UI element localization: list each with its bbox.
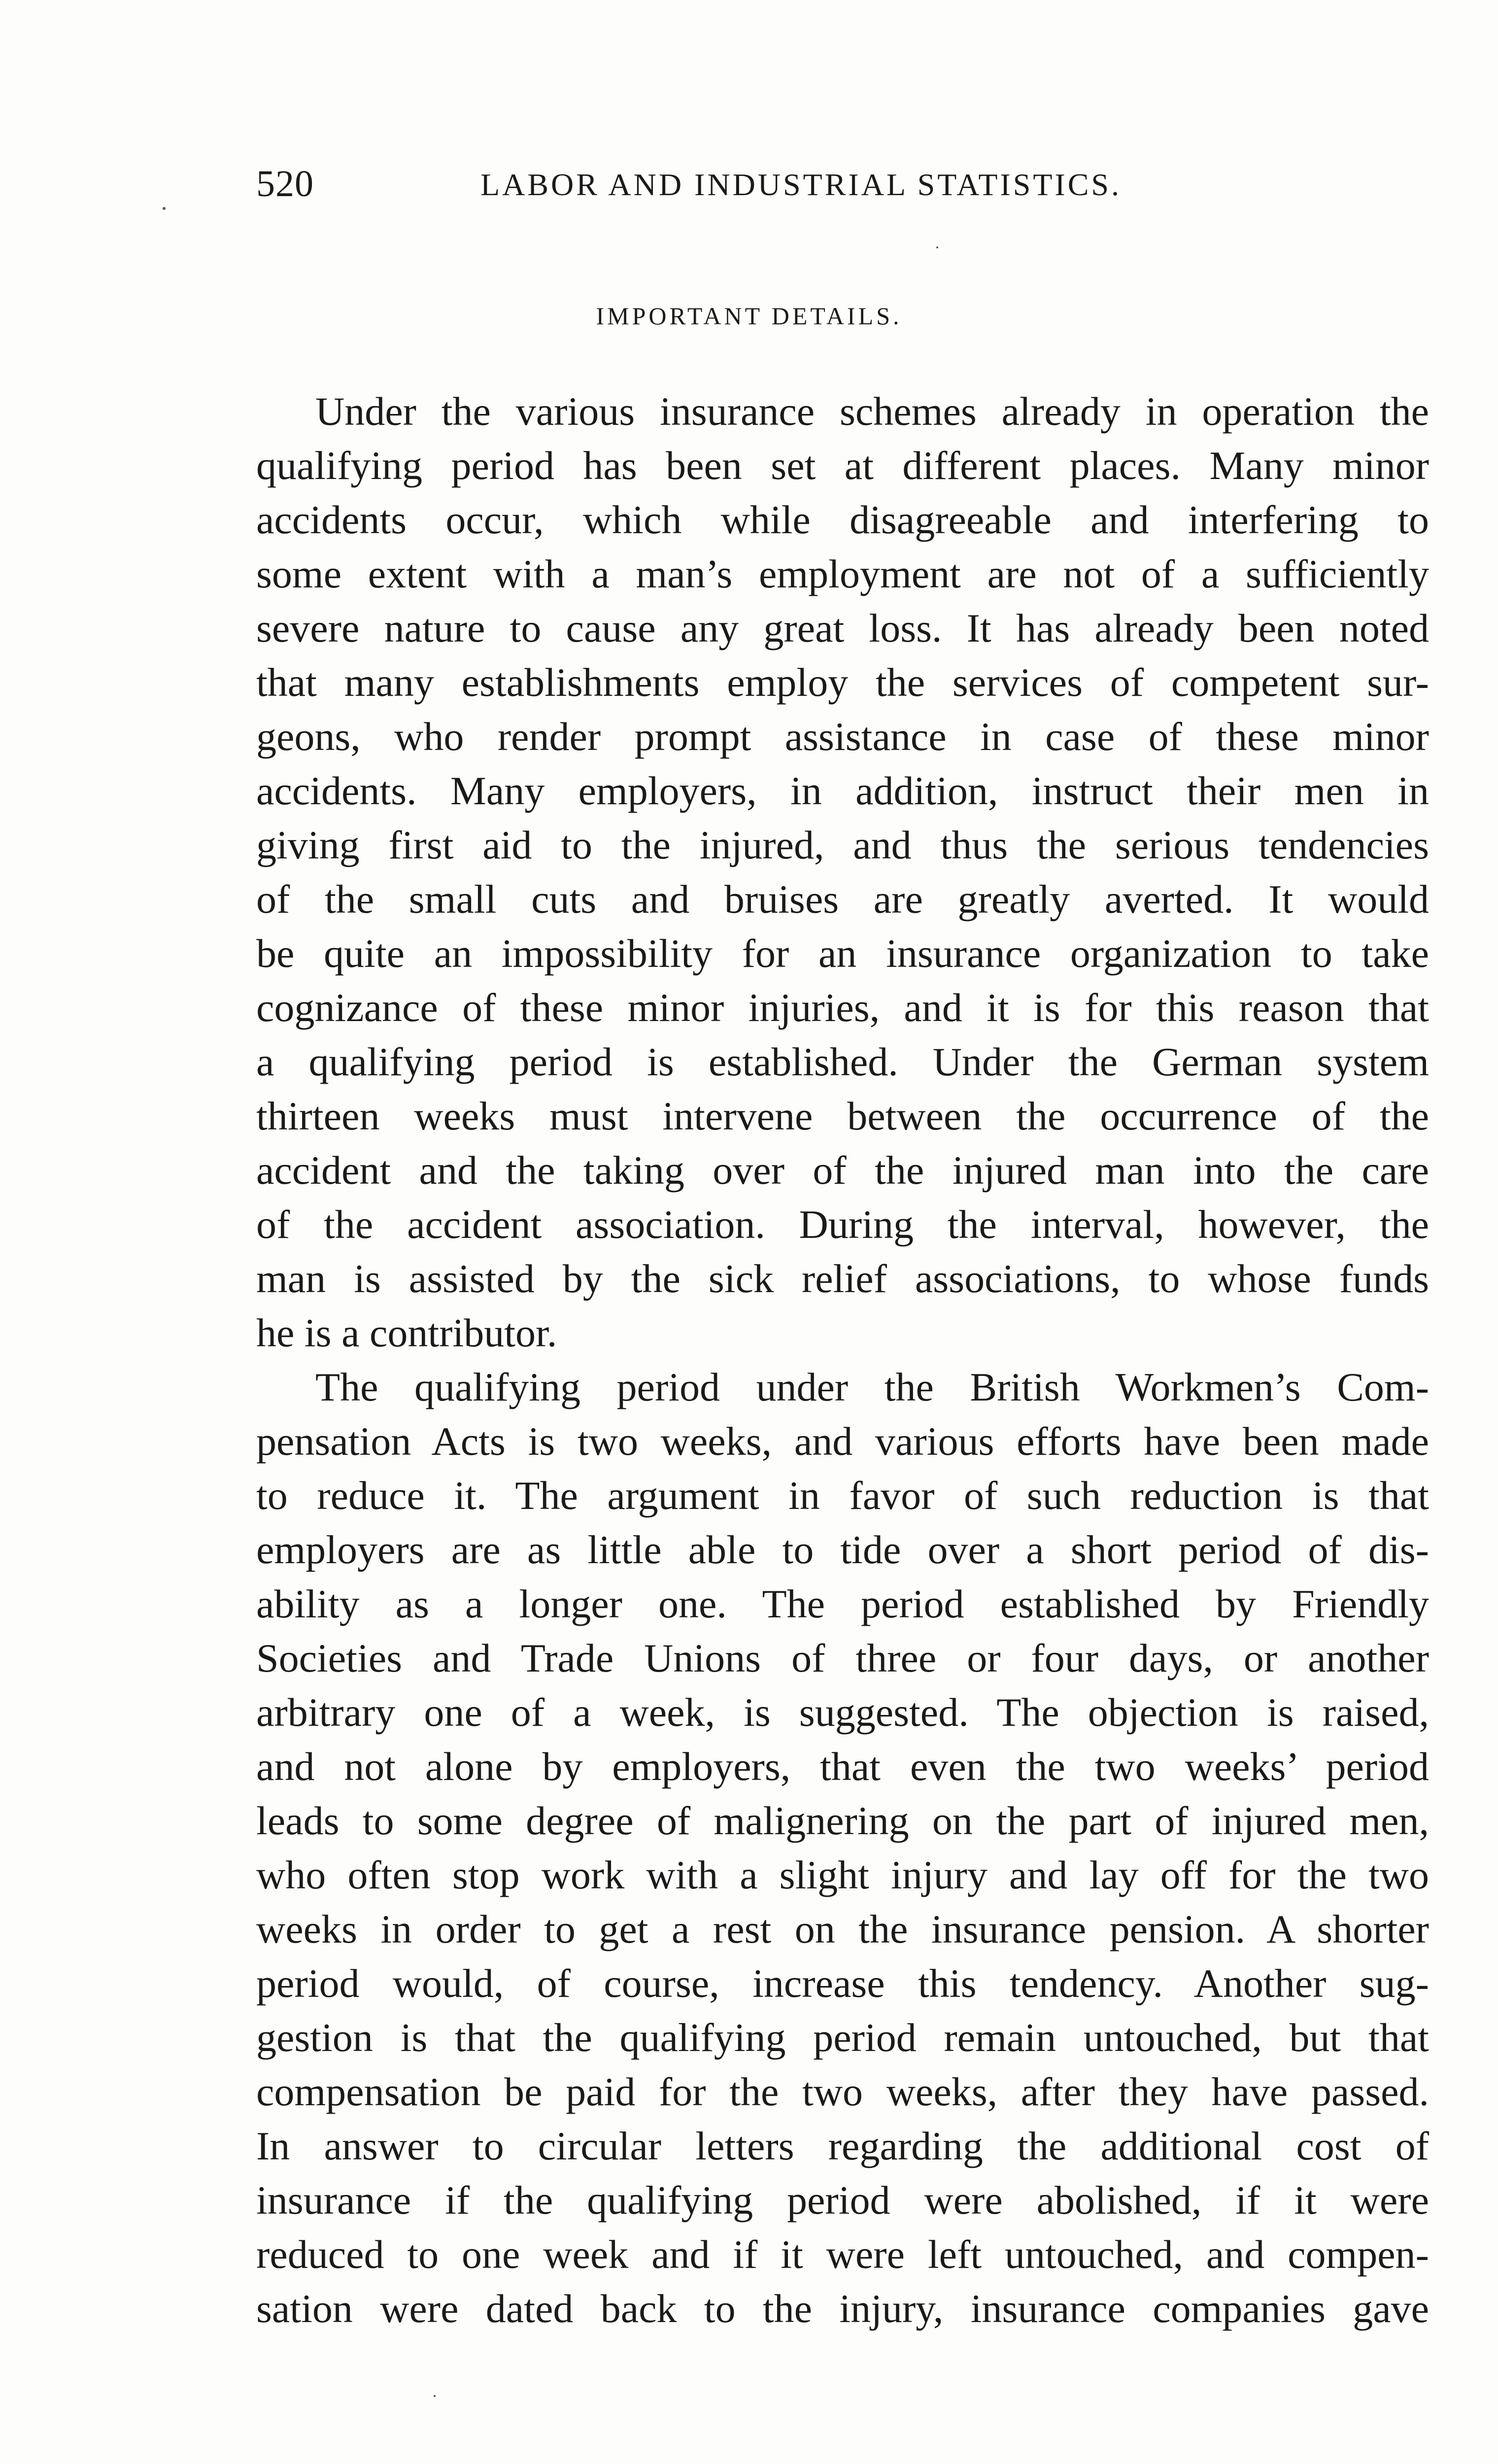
- text-line: of the accident association. During the interval, however, the: [256, 1202, 1429, 1247]
- text-line: cognizance of these minor injuries, and it is for this reason that: [256, 985, 1429, 1030]
- text-line: geons, who render prompt assistance in case of these minor: [256, 714, 1429, 759]
- text-line: compensation be paid for the two weeks, after they have passed.: [256, 2069, 1429, 2114]
- text-line: giving first aid to the injured, and thus the serious tendencies: [256, 822, 1429, 867]
- text-line: The qualifying period under the British Workmen’s Com-: [315, 1365, 1429, 1409]
- text-line: weeks in order to get a rest on the insurance pension. A shorter: [256, 1907, 1429, 1951]
- text-line: be quite an impossibility for an insurance organization to take: [256, 931, 1429, 976]
- text-line: leads to some degree of malignering on the part of injured men,: [256, 1798, 1429, 1843]
- print-speck: [163, 207, 166, 210]
- text-line: some extent with a man’s employment are not of a sufficiently: [256, 551, 1429, 596]
- section-heading: IMPORTANT DETAILS.: [596, 302, 902, 330]
- text-line: In answer to circular letters regarding the additional cost of: [256, 2123, 1429, 2168]
- page-number: 520: [256, 163, 314, 205]
- text-line: thirteen weeks must intervene between the occurrence of the: [256, 1094, 1429, 1138]
- running-title: LABOR AND INDUSTRIAL STATISTICS.: [480, 167, 1122, 202]
- text-line: accident and the taking over of the injured man into the care: [256, 1148, 1429, 1193]
- text-line: to reduce it. The argument in favor of such reduction is that: [256, 1473, 1429, 1518]
- text-line: man is assisted by the sick relief associations, to whose funds: [256, 1256, 1429, 1301]
- text-line: and not alone by employers, that even the two weeks’ period: [256, 1744, 1429, 1789]
- text-line: reduced to one week and if it were left untouched, and compen-: [256, 2232, 1429, 2277]
- text-line: qualifying period has been set at different places. Many minor: [256, 443, 1429, 488]
- text-line: insurance if the qualifying period were abolished, if it were: [256, 2178, 1429, 2223]
- text-line: accidents occur, which while disagreeable and interfering to: [256, 497, 1429, 542]
- paragraph: [256, 1360, 1429, 2336]
- text-line: he is a contributor.: [256, 1310, 557, 1355]
- text-line: that many establishments employ the services of competent sur-: [256, 660, 1429, 705]
- text-line: of the small cuts and bruises are greatly averted. It would: [256, 877, 1429, 922]
- text-line: gestion is that the qualifying period remain untouched, but that: [256, 2015, 1429, 2060]
- text-line: pensation Acts is two weeks, and various efforts have been made: [256, 1419, 1429, 1464]
- print-speck: [434, 2395, 436, 2397]
- print-speck: [936, 246, 938, 248]
- text-line: period would, of course, increase this tendency. Another sug-: [256, 1961, 1429, 2006]
- text-line: Societies and Trade Unions of three or four days, or another: [256, 1636, 1429, 1680]
- text-line: sation were dated back to the injury, insurance companies gave: [256, 2286, 1429, 2331]
- text-line: severe nature to cause any great loss. It has already been noted: [256, 606, 1429, 650]
- running-header: [256, 163, 1242, 222]
- text-line: a qualifying period is established. Under the German system: [256, 1039, 1429, 1084]
- text-line: accidents. Many employers, in addition, instruct their men in: [256, 768, 1429, 813]
- text-line: arbitrary one of a week, is suggested. The objection is raised,: [256, 1690, 1429, 1735]
- text-line: Under the various insurance schemes already in operation the: [315, 389, 1429, 434]
- text-line: employers are as little able to tide over a short period of dis-: [256, 1527, 1429, 1572]
- paragraph: [256, 384, 1429, 1360]
- text-line: ability as a longer one. The period established by Friendly: [256, 1581, 1429, 1626]
- text-line: who often stop work with a slight injury and lay off for the two: [256, 1852, 1429, 1897]
- body-text: [256, 384, 1429, 2336]
